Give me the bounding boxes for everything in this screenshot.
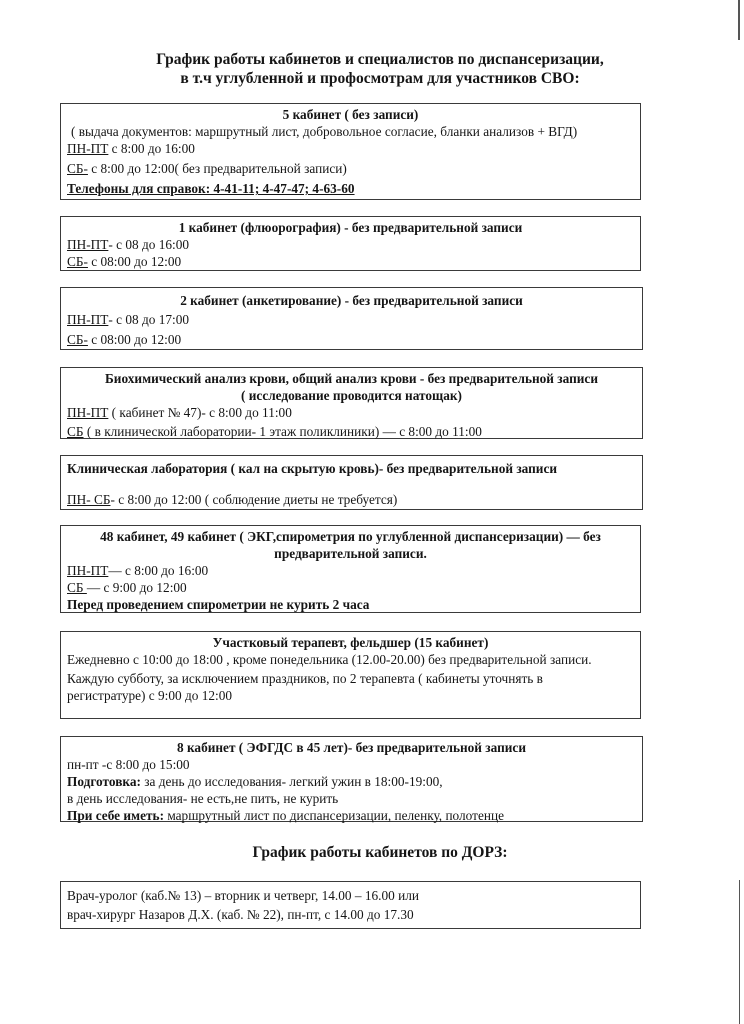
cab5-box bbox=[60, 103, 641, 200]
cab2-saturday bbox=[67, 331, 636, 348]
section-title-dorz: График работы кабинетов по ДОРЗ: bbox=[252, 844, 508, 861]
cab8-preparation bbox=[67, 773, 636, 790]
ecg-saturday-label: СБ bbox=[67, 580, 87, 595]
page-title-line-2: в т.ч углубленной и профосмотрам для участников СВО: bbox=[180, 70, 580, 87]
cab2-box bbox=[60, 287, 643, 350]
blood-saturday bbox=[67, 423, 636, 440]
blood-test-box bbox=[60, 367, 643, 439]
cab2-saturday-time: с 08:00 до 12:00 bbox=[87, 332, 182, 347]
cab5-saturday-label: СБ- bbox=[67, 161, 88, 176]
cab1-weekday-label: ПН-ПТ bbox=[67, 237, 109, 252]
page-title-line-1: График работы кабинетов и специалистов по диспансеризации, bbox=[156, 51, 604, 68]
lab-box bbox=[60, 455, 643, 510]
therapist-heading: Участковый терапевт, фельдшер (15 кабинет) bbox=[212, 635, 489, 650]
cab2-saturday-label: СБ- bbox=[67, 332, 88, 347]
ecg-heading-1: 48 кабинет, 49 кабинет ( ЭКГ,спирометрия по углубленной диспансеризации) — без bbox=[100, 529, 601, 544]
cab2-weekday-time: - с 08 до 17:00 bbox=[108, 312, 189, 327]
cab5-saturday-time: с 8:00 до 12:00( без предварительной записи) bbox=[87, 161, 347, 176]
cab5-heading: 5 кабинет ( без записи) bbox=[282, 107, 419, 122]
lab-schedule bbox=[67, 491, 636, 508]
lab-schedule-time: - с 8:00 до 12:00 ( соблюдение диеты не требуется) bbox=[110, 492, 398, 507]
ecg-note: Перед проведением спирометрии не курить 2 часа bbox=[67, 597, 370, 612]
ecg-heading-2: предварительной записи. bbox=[274, 546, 427, 561]
cab8-prep-label: Подготовка: bbox=[67, 774, 141, 789]
cab1-box bbox=[60, 216, 641, 271]
cab8-bring-text: маршрутный лист по диспансеризации, пеленку, полотенце bbox=[164, 808, 504, 823]
ecg-weekday-label: ПН-ПТ bbox=[67, 563, 109, 578]
cab5-saturday bbox=[67, 160, 634, 177]
lab-schedule-label: ПН- СБ bbox=[67, 492, 111, 507]
cab1-saturday bbox=[67, 253, 634, 270]
blood-weekday-time: ( кабинет № 47)- с 8:00 до 11:00 bbox=[108, 405, 292, 420]
cab1-heading: 1 кабинет (флюорография) - без предварительной записи bbox=[178, 220, 523, 235]
therapist-box bbox=[60, 631, 641, 719]
cab5-weekday-time: с 8:00 до 16:00 bbox=[108, 141, 195, 156]
scan-edge-mark-top bbox=[738, 0, 740, 40]
blood-heading-1: Биохимический анализ крови, общий анализ крови - без предварительной записи bbox=[105, 371, 598, 386]
cab1-weekday-time: - с 08 до 16:00 bbox=[108, 237, 189, 252]
cab2-weekday-label: ПН-ПТ bbox=[67, 312, 109, 327]
therapist-saturday-text: Каждую субботу, за исключением праздников, по 2 терапевта ( кабинеты уточнять в регистратуре) с 9:00 до 12:00 bbox=[67, 671, 543, 703]
cab8-schedule: пн-пт -с 8:00 до 15:00 bbox=[67, 757, 190, 772]
cab8-bring-label: При себе иметь: bbox=[67, 808, 164, 823]
dorz-box bbox=[60, 881, 641, 929]
dorz-surgeon: врач-хирург Назаров Д.Х. (каб. № 22), пн-пт, с 14.00 до 17.30 bbox=[67, 907, 414, 922]
cab8-box bbox=[60, 736, 643, 822]
cab8-prep-text: за день до исследования- легкий ужин в 18:00-19:00, bbox=[140, 774, 443, 789]
dorz-urologist: Врач-уролог (каб.№ 13) – вторник и четверг, 14.00 – 16.00 или bbox=[67, 888, 419, 903]
cab5-sub: ( выдача документов: маршрутный лист, добровольное согласие, бланки анализов + ВГД) bbox=[71, 124, 578, 139]
cab5-weekday-label: ПН-ПТ bbox=[67, 141, 109, 156]
cab2-heading: 2 кабинет (анкетирование) - без предварительной записи bbox=[180, 293, 523, 308]
blood-saturday-label: СБ bbox=[67, 424, 84, 439]
cab2-weekday bbox=[67, 311, 636, 328]
blood-weekday bbox=[67, 404, 636, 421]
cab5-phones: Телефоны для справок: 4-41-11; 4-47-47; 4-63-60 bbox=[67, 181, 355, 196]
ecg-saturday-time: — с 9:00 до 12:00 bbox=[86, 580, 187, 595]
blood-heading-2: ( исследование проводится натощак) bbox=[241, 388, 462, 403]
lab-heading: Клиническая лаборатория ( кал на скрытую кровь)- без предварительной записи bbox=[67, 461, 558, 476]
ecg-weekday bbox=[67, 562, 634, 579]
cab8-heading: 8 кабинет ( ЭФГДС в 45 лет)- без предварительной записи bbox=[177, 740, 526, 755]
cab8-exam-day: в день исследования- не есть,не пить, не курить bbox=[67, 791, 339, 806]
blood-saturday-time: ( в клинической лаборатории- 1 этаж поликлиники) — с 8:00 до 11:00 bbox=[83, 424, 482, 439]
therapist-weekday-text: Ежедневно с 10:00 до 18:00 , кроме понедельника (12.00-20.00) без предварительной записи. bbox=[67, 652, 592, 667]
cab1-saturday-time: с 08:00 до 12:00 bbox=[87, 254, 182, 269]
cab5-weekday bbox=[67, 140, 634, 157]
scan-edge-mark-bottom bbox=[739, 880, 740, 1024]
ecg-saturday bbox=[67, 579, 634, 596]
ecg-box bbox=[60, 525, 641, 613]
blood-weekday-label: ПН-ПТ bbox=[67, 405, 109, 420]
cab1-weekday bbox=[67, 236, 634, 253]
cab1-saturday-label: СБ- bbox=[67, 254, 88, 269]
ecg-weekday-time: — с 8:00 до 16:00 bbox=[108, 563, 209, 578]
cab8-bring bbox=[67, 807, 636, 824]
